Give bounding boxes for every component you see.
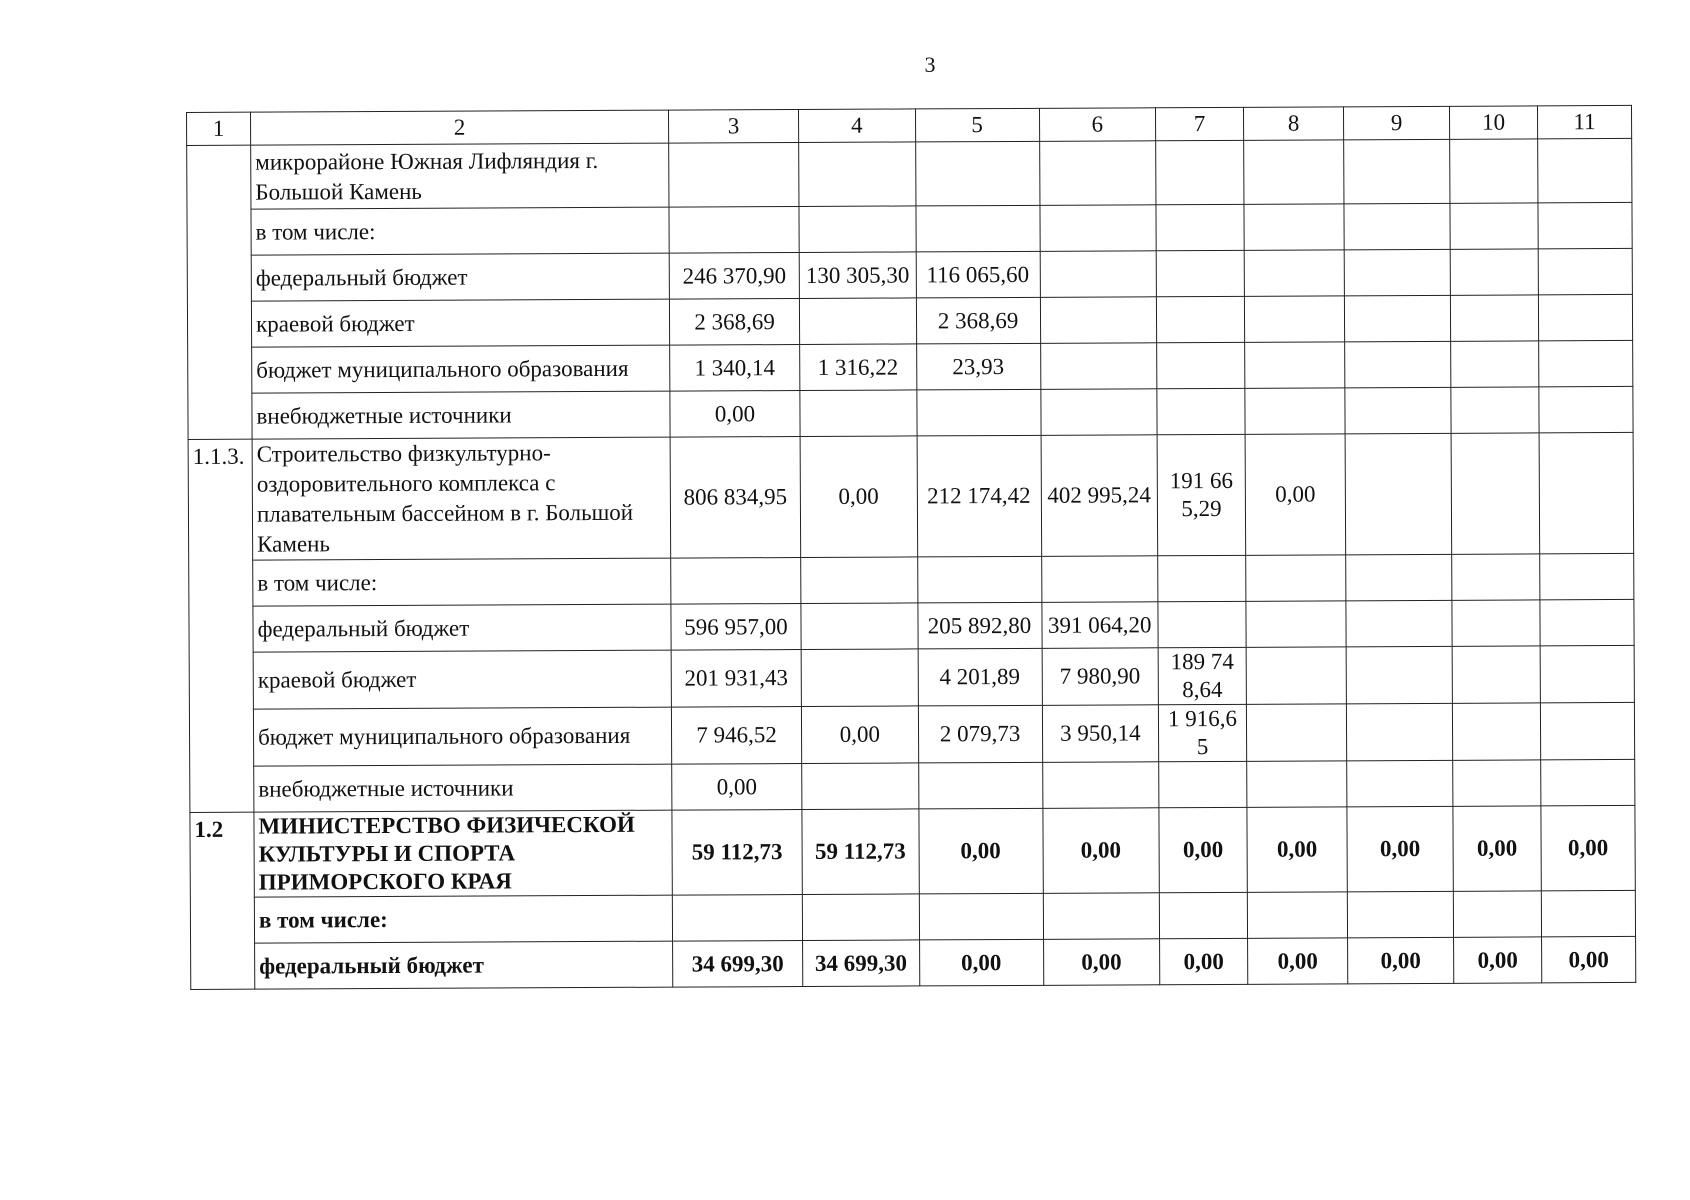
value-cell-col-7: 0,00 xyxy=(1159,807,1247,892)
value-cell-col-9 xyxy=(1344,249,1450,296)
table-row xyxy=(188,340,1633,393)
value-cell-col-4: 59 112,73 xyxy=(802,809,919,895)
page-number: 3 xyxy=(924,52,936,77)
value-cell-col-3: 806 834,95 xyxy=(670,437,801,559)
value-cell-col-4: 34 699,30 xyxy=(803,940,920,987)
column-header: 10 xyxy=(1449,106,1537,139)
value-cell-col-9 xyxy=(1344,203,1450,250)
table-row xyxy=(190,890,1635,943)
table-row xyxy=(189,553,1634,606)
table-row xyxy=(188,386,1633,439)
value-cell-col-10 xyxy=(1452,554,1540,600)
value-cell-col-11 xyxy=(1541,890,1635,936)
value-cell-col-5: 212 174,42 xyxy=(917,435,1042,557)
value-cell-col-5 xyxy=(915,205,1039,252)
table-body xyxy=(187,138,1636,989)
value-cell-col-6: 3 950,14 xyxy=(1042,705,1159,763)
value-cell-col-8: 0,00 xyxy=(1248,938,1348,984)
value-cell-col-7 xyxy=(1159,761,1247,807)
value-cell-col-7: 1 916,65 xyxy=(1158,704,1246,761)
value-cell-col-10 xyxy=(1453,891,1541,937)
value-cell-col-11: 0,00 xyxy=(1541,805,1635,890)
table-row xyxy=(188,432,1634,560)
value-cell-col-4 xyxy=(799,206,916,253)
value-cell-col-3 xyxy=(669,207,799,254)
value-cell-col-6 xyxy=(1041,556,1158,603)
row-number: 1.1.3. xyxy=(188,439,254,812)
value-cell-col-8 xyxy=(1244,296,1344,342)
column-header: 8 xyxy=(1243,107,1343,140)
value-cell-col-11 xyxy=(1538,138,1632,202)
value-cell-col-4 xyxy=(802,763,919,810)
value-cell-col-9 xyxy=(1345,341,1451,388)
row-description: краевой бюджет xyxy=(253,650,671,709)
value-cell-col-8 xyxy=(1245,342,1345,388)
value-cell-col-11 xyxy=(1540,702,1634,759)
table-row xyxy=(189,599,1634,652)
row-description: Строительство физкультурно-оздоровительного комплекса с плавательным бассейном в г. Большой Камень xyxy=(252,437,671,560)
column-header: 7 xyxy=(1155,107,1243,140)
value-cell-col-9 xyxy=(1345,387,1451,434)
value-cell-col-7 xyxy=(1156,296,1244,342)
budget-table xyxy=(186,105,1636,990)
value-cell-col-3: 201 931,43 xyxy=(671,650,801,708)
value-cell-col-11 xyxy=(1539,432,1634,553)
value-cell-col-8 xyxy=(1244,140,1344,204)
value-cell-col-4 xyxy=(800,390,917,437)
value-cell-col-10: 0,00 xyxy=(1453,806,1541,891)
column-header: 11 xyxy=(1537,105,1631,138)
value-cell-col-11 xyxy=(1540,553,1634,599)
value-cell-col-9 xyxy=(1346,703,1452,761)
table-row xyxy=(189,645,1634,709)
value-cell-col-9 xyxy=(1347,760,1453,807)
value-cell-col-8 xyxy=(1247,892,1347,938)
row-description: в том числе: xyxy=(254,895,672,943)
value-cell-col-3 xyxy=(672,894,802,941)
value-cell-col-4: 1 316,22 xyxy=(800,344,917,391)
value-cell-col-7: 191 665,29 xyxy=(1157,434,1246,555)
value-cell-col-4 xyxy=(799,142,916,207)
value-cell-col-3 xyxy=(669,143,799,208)
value-cell-col-11 xyxy=(1538,294,1632,340)
table-row xyxy=(189,702,1634,766)
value-cell-col-6: 0,00 xyxy=(1043,939,1160,986)
value-cell-col-11: 0,00 xyxy=(1542,936,1636,982)
value-cell-col-11 xyxy=(1538,202,1632,248)
value-cell-col-10: 0,00 xyxy=(1454,937,1542,983)
value-cell-col-11 xyxy=(1539,340,1633,386)
value-cell-col-5: 23,93 xyxy=(916,343,1040,390)
value-cell-col-10 xyxy=(1453,760,1541,806)
column-header: 5 xyxy=(915,108,1039,142)
column-header: 3 xyxy=(668,110,798,144)
table-row xyxy=(187,138,1632,209)
value-cell-col-4 xyxy=(801,649,918,707)
value-cell-col-3: 59 112,73 xyxy=(672,809,802,895)
column-header: 4 xyxy=(798,109,915,143)
value-cell-col-6 xyxy=(1042,762,1159,809)
value-cell-col-5 xyxy=(917,556,1041,603)
value-cell-col-7 xyxy=(1159,892,1247,938)
value-cell-col-8 xyxy=(1244,250,1344,296)
value-cell-col-3: 596 957,00 xyxy=(671,604,801,651)
value-cell-col-6 xyxy=(1040,389,1157,436)
value-cell-col-4 xyxy=(801,557,918,604)
table-row xyxy=(191,936,1636,989)
value-cell-col-8 xyxy=(1246,647,1346,704)
value-cell-col-3: 0,00 xyxy=(670,391,800,438)
value-cell-col-4 xyxy=(802,894,919,941)
value-cell-col-3: 34 699,30 xyxy=(673,940,803,987)
row-description: краевой бюджет xyxy=(251,299,669,347)
value-cell-col-11 xyxy=(1540,599,1634,645)
table-row xyxy=(190,759,1635,812)
value-cell-col-11 xyxy=(1538,248,1632,294)
column-header: 9 xyxy=(1343,106,1449,140)
row-description: федеральный бюджет xyxy=(251,253,669,301)
value-cell-col-7 xyxy=(1157,342,1245,388)
value-cell-col-4: 0,00 xyxy=(800,436,917,558)
value-cell-col-3 xyxy=(671,558,801,605)
value-cell-col-3: 246 370,90 xyxy=(669,253,799,300)
value-cell-col-9 xyxy=(1344,295,1450,342)
value-cell-col-5 xyxy=(916,389,1040,436)
value-cell-col-9 xyxy=(1345,433,1452,555)
value-cell-col-8 xyxy=(1247,761,1347,807)
value-cell-col-5: 2 368,69 xyxy=(916,297,1040,344)
column-header: 6 xyxy=(1039,108,1156,142)
value-cell-col-8: 0,00 xyxy=(1247,807,1347,892)
value-cell-col-4 xyxy=(801,603,918,650)
value-cell-col-6 xyxy=(1040,251,1157,298)
value-cell-col-8 xyxy=(1245,388,1345,434)
value-cell-col-4 xyxy=(799,298,916,345)
value-cell-col-7 xyxy=(1156,250,1244,296)
value-cell-col-7 xyxy=(1158,555,1246,601)
column-header: 1 xyxy=(187,112,251,145)
value-cell-col-5: 116 065,60 xyxy=(916,251,1040,298)
value-cell-col-5: 205 892,80 xyxy=(917,602,1041,649)
value-cell-col-5 xyxy=(918,762,1042,809)
value-cell-col-8 xyxy=(1244,204,1344,250)
table-row xyxy=(187,202,1632,255)
value-cell-col-6 xyxy=(1039,205,1156,252)
row-description: федеральный бюджет xyxy=(255,941,673,989)
value-cell-col-5: 0,00 xyxy=(919,939,1043,986)
table-row xyxy=(190,805,1635,897)
value-cell-col-9 xyxy=(1346,646,1452,704)
value-cell-col-7: 189 748,64 xyxy=(1158,647,1246,704)
value-cell-col-3: 7 946,52 xyxy=(671,706,801,764)
value-cell-col-9: 0,00 xyxy=(1347,806,1453,892)
value-cell-col-7: 0,00 xyxy=(1160,938,1248,984)
value-cell-col-5: 4 201,89 xyxy=(918,648,1042,706)
value-cell-col-3: 1 340,14 xyxy=(670,345,800,392)
row-description: МИНИСТЕРСТВО ФИЗИЧЕСКОЙ КУЛЬТУРЫ И СПОРТА ПРИМОРСКОГО КРАЯ xyxy=(254,810,672,897)
value-cell-col-6: 7 980,90 xyxy=(1042,648,1159,706)
value-cell-col-4: 0,00 xyxy=(801,706,918,764)
value-cell-col-7 xyxy=(1158,601,1246,647)
value-cell-col-6: 0,00 xyxy=(1042,808,1159,894)
value-cell-col-10 xyxy=(1452,646,1540,703)
value-cell-col-5 xyxy=(915,141,1039,206)
value-cell-col-6: 391 064,20 xyxy=(1041,602,1158,649)
row-description: внебюджетные источники xyxy=(252,391,670,439)
value-cell-col-6 xyxy=(1040,297,1157,344)
value-cell-col-10 xyxy=(1450,249,1538,295)
value-cell-col-5: 2 079,73 xyxy=(918,705,1042,763)
value-cell-col-9 xyxy=(1346,554,1452,601)
value-cell-col-6 xyxy=(1040,343,1157,390)
value-cell-col-11 xyxy=(1541,759,1635,805)
value-cell-col-4: 130 305,30 xyxy=(799,252,916,299)
value-cell-col-5 xyxy=(919,893,1043,940)
row-number xyxy=(187,145,252,439)
value-cell-col-10 xyxy=(1451,433,1540,554)
value-cell-col-11 xyxy=(1539,386,1633,432)
value-cell-col-10 xyxy=(1451,387,1539,433)
value-cell-col-8 xyxy=(1246,601,1346,647)
value-cell-col-9 xyxy=(1346,600,1452,647)
value-cell-col-8: 0,00 xyxy=(1245,434,1346,555)
value-cell-col-8 xyxy=(1246,704,1346,761)
row-number: 1.2 xyxy=(190,812,255,989)
value-cell-col-11 xyxy=(1540,645,1634,702)
value-cell-col-10 xyxy=(1450,203,1538,249)
value-cell-col-9 xyxy=(1347,891,1453,938)
value-cell-col-6 xyxy=(1039,141,1156,206)
table-row xyxy=(187,248,1632,301)
value-cell-col-6: 402 995,24 xyxy=(1041,435,1158,557)
row-description: в том числе: xyxy=(251,207,669,255)
row-description: федеральный бюджет xyxy=(253,604,671,652)
value-cell-col-10 xyxy=(1451,341,1539,387)
row-description: бюджет муниципального образования xyxy=(252,345,670,393)
value-cell-col-5: 0,00 xyxy=(918,808,1042,894)
row-description: в том числе: xyxy=(253,558,671,606)
value-cell-col-7 xyxy=(1156,204,1244,250)
table-row xyxy=(187,294,1632,347)
value-cell-col-10 xyxy=(1450,295,1538,341)
value-cell-col-7 xyxy=(1157,388,1245,434)
row-description: внебюджетные источники xyxy=(254,764,672,812)
value-cell-col-3: 2 368,69 xyxy=(669,299,799,346)
value-cell-col-10 xyxy=(1452,703,1540,760)
value-cell-col-8 xyxy=(1246,555,1346,601)
value-cell-col-10 xyxy=(1452,600,1540,646)
row-description: микрорайоне Южная Лифляндия г. Большой Камень xyxy=(251,143,669,209)
value-cell-col-6 xyxy=(1043,893,1160,940)
value-cell-col-7 xyxy=(1156,140,1244,204)
column-header: 2 xyxy=(251,110,669,145)
value-cell-col-10 xyxy=(1450,139,1538,203)
value-cell-col-9 xyxy=(1344,139,1450,204)
row-description: бюджет муниципального образования xyxy=(253,707,671,766)
value-cell-col-9: 0,00 xyxy=(1348,937,1454,984)
value-cell-col-3: 0,00 xyxy=(672,763,802,810)
